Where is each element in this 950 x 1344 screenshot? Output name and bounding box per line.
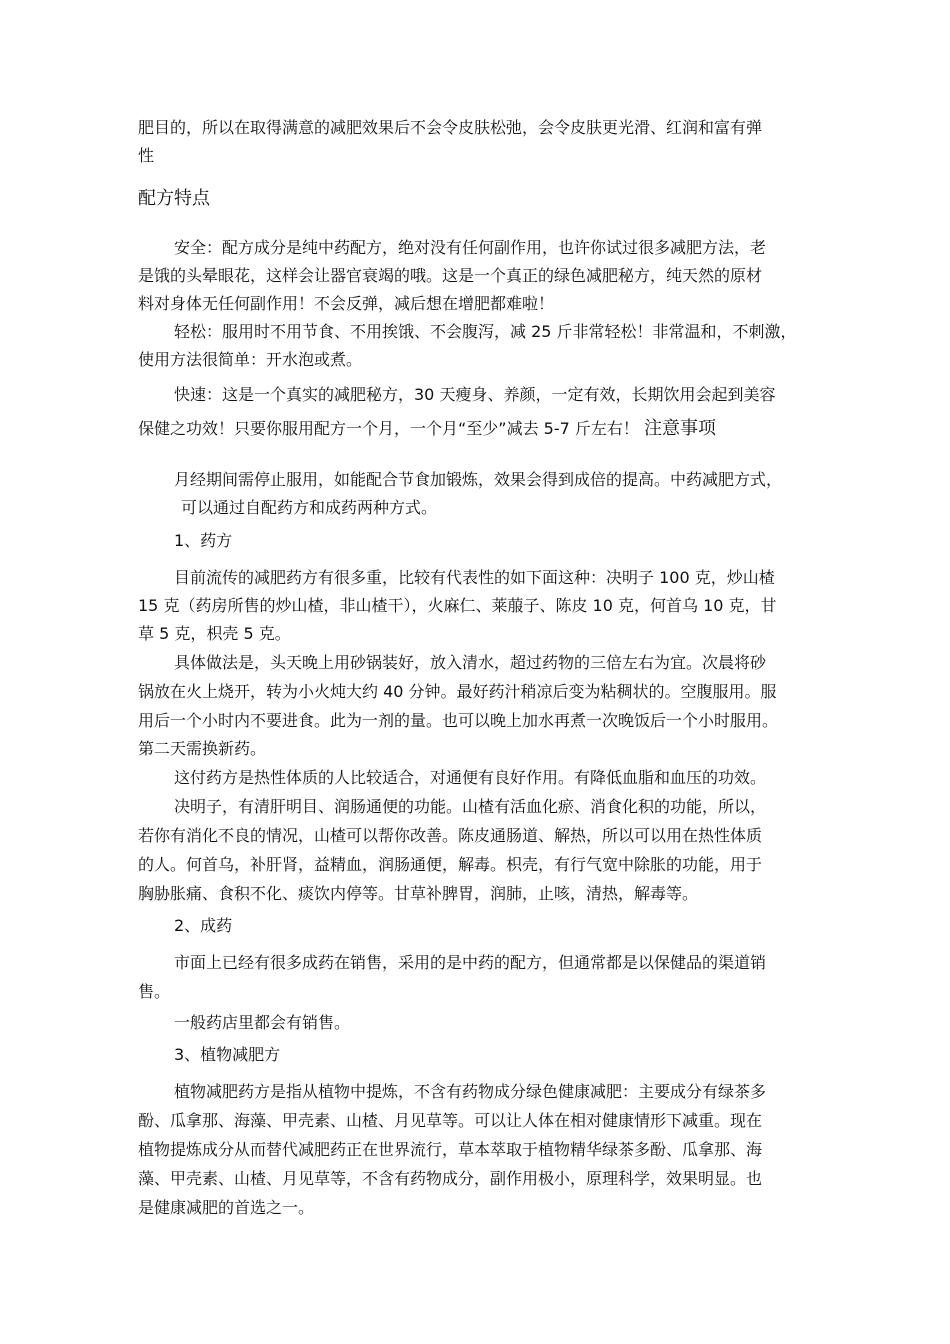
section-3-title: 3、植物减肥方 xyxy=(174,1045,281,1064)
safe-line-2: 是饿的头晕眼花，这样会让器官衰竭的哦。这是一个真正的绿色减肥秘方，纯天然的原材 xyxy=(138,266,763,285)
safe-line-3: 料对身体无任何副作用！不会反弹，减后想在增肥都难啦！ xyxy=(138,294,555,313)
prescription-line-1: 目前流传的减肥药方有很多重，比较有代表性的如下面这种：决明子 100 克，炒山楂 xyxy=(174,568,775,587)
method-line-4: 第二天需换新药。 xyxy=(138,739,267,758)
store-line-1: 一般药店里都会有销售。 xyxy=(174,1013,351,1032)
method-line-2: 锅放在火上烧开，转为小火炖大约 40 分钟。最好药汁稍凉后变为粘稠状的。空腹服用。服 xyxy=(138,682,777,701)
market-line-1: 市面上已经有很多成药在销售，采用的是中药的配方，但通常都是以保健品的渠道销 xyxy=(174,953,767,972)
herb-line-3: 的人。何首乌，补肝肾，益精血，润肠通便，解毒。枳壳，有行气宽中除胀的功能，用于 xyxy=(138,855,763,874)
section-1-title: 1、药方 xyxy=(174,531,233,550)
section-2-title: 2、成药 xyxy=(174,916,233,935)
prescription-line-3: 草 5 克，枳壳 5 克。 xyxy=(138,624,291,643)
easy-line-2: 使用方法很简单：开水泡或煮。 xyxy=(138,350,363,369)
heading-notes: 注意事项 xyxy=(643,418,716,439)
fast-line-2 xyxy=(138,420,716,438)
easy-line-1: 轻松：服用时不用节食、不用挨饿、不会腹泻，减 25 斤非常轻松！非常温和，不刺激， xyxy=(174,322,797,341)
intro-line-2: 性 xyxy=(138,146,155,165)
plant-line-4: 藻、甲壳素、山楂、月见草等，不含有药物成分，副作用极小，原理科学，效果明显。也 xyxy=(138,1169,763,1188)
fast-line-2-text: 保健之功效！只要你服用配方一个月，一个月“至少”减去 5-7 斤左右！ xyxy=(138,419,639,438)
suitability-line-1: 这付药方是热性体质的人比较适合，对通便有良好作用。有降低血脂和血压的功效。 xyxy=(174,768,767,787)
safe-line-1: 安全：配方成分是纯中药配方，绝对没有任何副作用，也许你试过很多减肥方法，老 xyxy=(174,238,767,257)
plant-line-3: 植物提炼成分从而替代减肥药正在世界流行，草本萃取于植物精华绿茶多酚、瓜拿那、海 xyxy=(138,1140,763,1159)
prescription-line-2: 15 克（药房所售的炒山楂，非山楂干），火麻仁、莱菔子、陈皮 10 克，何首乌 10 克，甘 xyxy=(138,596,777,615)
plant-line-2: 酚、瓜拿那、海藻、甲壳素、山楂、月见草等。可以让人体在相对健康情形下减重。现在 xyxy=(138,1111,763,1130)
fast-line-1: 快速：这是一个真实的减肥秘方，30 天瘦身、养颜，一定有效，长期饮用会起到美容 xyxy=(174,385,776,404)
herb-line-1: 决明子，有清肝明目、润肠通便的功能。山楂有活血化瘀、消食化积的功能，所以， xyxy=(174,797,767,816)
notes-line-1: 月经期间需停止服用，如能配合节食加锻炼，效果会得到成倍的提高。中药减肥方式， xyxy=(174,470,783,489)
notes-line-2: 可以通过自配药方和成药两种方式。 xyxy=(181,498,438,517)
plant-line-1: 植物减肥药方是指从植物中提炼，不含有药物成分绿色健康减肥：主要成分有绿茶多 xyxy=(174,1082,767,1101)
method-line-3: 用后一个小时内不要进食。此为一剂的量。也可以晚上加水再煮一次晚饭后一个小时服用。 xyxy=(138,711,779,730)
plant-line-5: 是健康减肥的首选之一。 xyxy=(138,1198,315,1217)
intro-line-1: 肥目的，所以在取得满意的减肥效果后不会令皮肤松弛，会令皮肤更光滑、红润和富有弹 xyxy=(138,118,763,137)
herb-line-2: 若你有消化不良的情况，山楂可以帮你改善。陈皮通肠道、解热，所以可以用在热性体质 xyxy=(138,826,763,845)
method-line-1: 具体做法是，头天晚上用砂锅装好，放入清水，超过药物的三倍左右为宜。次晨将砂 xyxy=(174,653,767,672)
market-line-2: 售。 xyxy=(138,982,171,1001)
heading-formula-features: 配方特点 xyxy=(138,188,210,209)
herb-line-4: 胸胁胀痛、食积不化、痰饮内停等。甘草补脾胃，润肺，止咳，清热，解毒等。 xyxy=(138,884,699,903)
